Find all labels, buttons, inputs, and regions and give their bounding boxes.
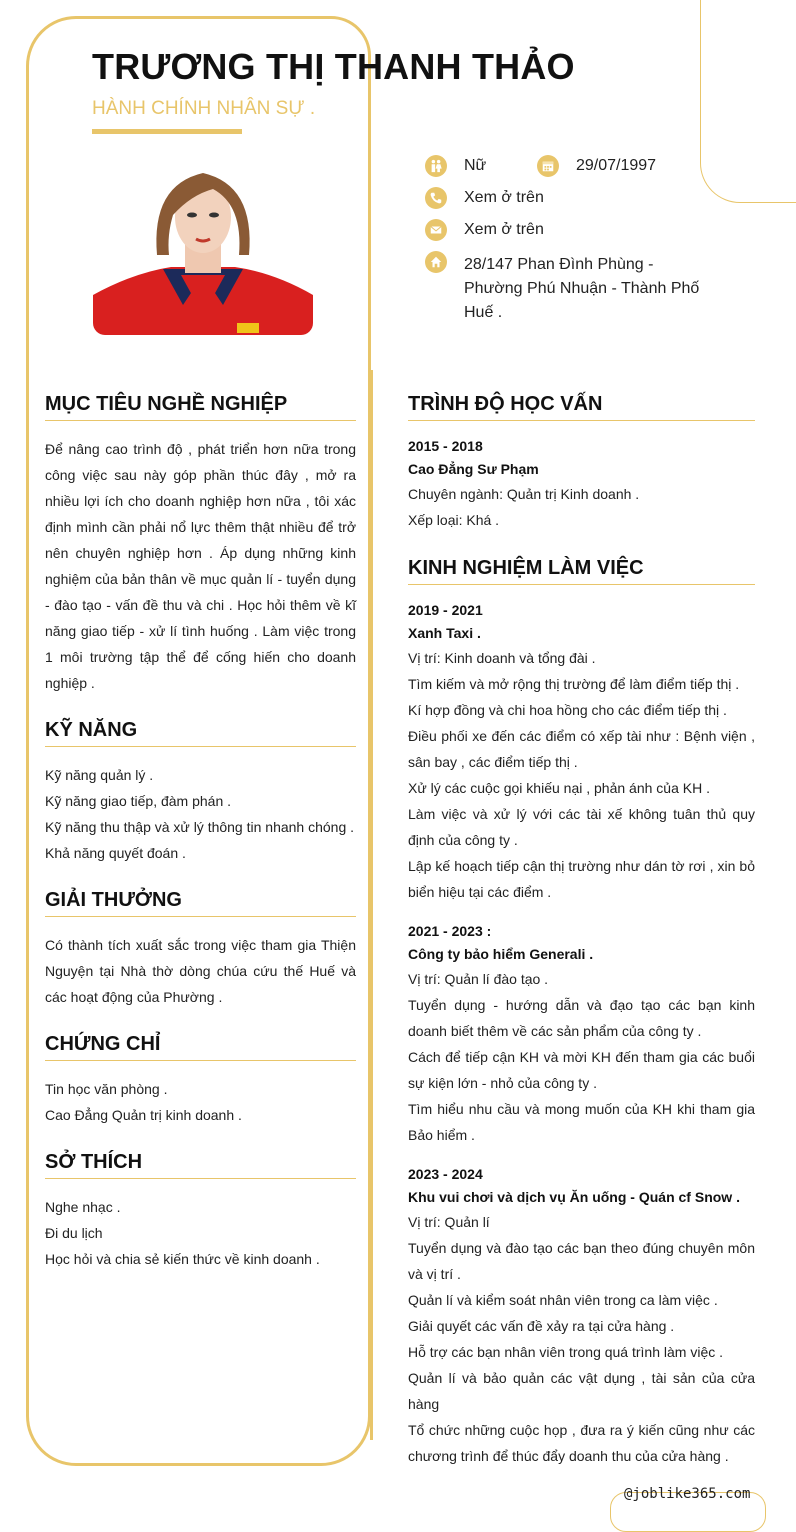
list-item: Kí hợp đồng và chi hoa hồng cho các điểm tiếp thị . xyxy=(408,702,727,718)
phone-value: Xem ở trên xyxy=(464,189,544,206)
section-divider xyxy=(408,584,755,585)
email-icon xyxy=(425,219,447,241)
address xyxy=(464,253,699,325)
job-years: 2019 - 2021 xyxy=(408,602,483,618)
education-title: TRÌNH ĐỘ HỌC VẤN xyxy=(408,393,603,415)
candidate-name: TRƯƠNG THỊ THANH THẢO xyxy=(92,46,575,87)
job-entry xyxy=(408,920,755,1148)
list-item: Làm việc và xử lý với các tài xế không tuân thủ quy định của công ty . xyxy=(408,806,755,848)
list-item: Điều phối xe đến các điểm có xếp tài như : Bệnh viện , sân bay , các điểm tiếp thị . xyxy=(408,728,755,770)
list-item: Tuyển dụng - hướng dẫn và đạo tạo các bạn kinh doanh biết thêm về các sản phẩm của công ty . xyxy=(408,997,755,1039)
list-item: Quản lí và kiểm soát nhân viên trong ca làm việc . xyxy=(408,1292,718,1308)
list-item: Tìm kiếm và mở rộng thị trường để làm điểm tiếp thị . xyxy=(408,676,740,692)
hobbies-title: SỞ THÍCH xyxy=(45,1151,143,1173)
footer-handle: @joblike365.com xyxy=(624,1486,751,1502)
education-school: Cao Đẳng Sư Phạm xyxy=(408,461,539,477)
section-divider xyxy=(408,420,755,421)
awards-text: Có thành tích xuất sắc trong việc tham gia Thiện Nguyện tại Nhà thờ dòng chúa cứu thế Huế và các hoạt động của Phường . xyxy=(45,937,356,1005)
list-item: Đi du lịch xyxy=(45,1225,103,1241)
gender-icon xyxy=(425,155,447,177)
education-years: 2015 - 2018 xyxy=(408,438,483,454)
email-value: Xem ở trên xyxy=(464,221,544,238)
objective-title: MỤC TIÊU NGHỀ NGHIỆP xyxy=(45,393,288,415)
section-divider xyxy=(45,1060,356,1061)
list-item: Lập kế hoạch tiếp cận thị trường như dán tờ rơi , xin bỏ biển hiệu tại các điểm . xyxy=(408,858,755,900)
section-divider xyxy=(45,1178,356,1179)
list-item: Kỹ năng quản lý . xyxy=(45,767,154,783)
job-years: 2023 - 2024 xyxy=(408,1166,483,1182)
list-item: Tin học văn phòng . xyxy=(45,1081,168,1097)
phone-icon xyxy=(425,187,447,209)
skills-title: KỸ NĂNG xyxy=(45,719,138,741)
list-item: Vị trí: Quản lí đào tạo . xyxy=(408,971,549,987)
section-divider xyxy=(45,916,356,917)
certs-list xyxy=(45,1076,356,1128)
hobbies-list xyxy=(45,1194,356,1272)
job-company: Công ty bảo hiểm Generali . xyxy=(408,946,594,962)
list-item: Chuyên ngành: Quản trị Kinh doanh . xyxy=(408,486,640,502)
list-item: Tuyển dụng và đào tạo các bạn theo đúng chuyên môn và vị trí . xyxy=(408,1240,755,1282)
list-item: Cách để tiếp cận KH và mời KH đến tham gia các buổi sự kiện lớn - nhỏ của công ty . xyxy=(408,1049,755,1091)
job-company: Xanh Taxi . xyxy=(408,625,481,641)
home-icon xyxy=(425,251,447,273)
list-item: Vị trí: Quản lí xyxy=(408,1214,490,1230)
birthday-value: 29/07/1997 xyxy=(576,157,657,174)
job-entry xyxy=(408,1163,755,1469)
list-item: Xếp loại: Khá . xyxy=(408,512,500,528)
list-item: Cao Đẳng Quản trị kinh doanh . xyxy=(45,1107,242,1123)
objective-text: Để nâng cao trình độ , phát triển hơn nữa trong công việc sau này góp phần thúc đây , mở ra nhiều lợi ích cho doanh nghiệp hơn nữa , tôi xác định mình cần phải nổ lực thêm thật nhiều để trở nên chuyên nghiệp hơn . Áp dụng những kinh nghiệm của bản thân về mục quản lí - tuyển dụng - đào tạo - vấn đề thu và chi . Học hỏi thêm về kĩ năng giao tiếp - xử lí tình huống . Làm việc trong 1 môi trường tập thể để cống hiến cho doanh nghiệp . xyxy=(45,441,356,691)
list-item: Xử lý các cuộc gọi khiếu nại , phản ánh của KH . xyxy=(408,780,710,796)
list-item: Tổ chức những cuộc họp , đưa ra ý kiến cũng như các chương trình để thúc đẩy doanh thu của cửa hàng . xyxy=(408,1422,755,1464)
list-item: Giải quyết các vấn đề xảy ra tại cửa hàng . xyxy=(408,1318,675,1334)
address-line: Huế . xyxy=(464,304,503,321)
job-years: 2021 - 2023 : xyxy=(408,923,492,939)
list-item: Kỹ năng thu thập và xử lý thông tin nhanh chóng . xyxy=(45,819,355,835)
section-divider xyxy=(45,746,356,747)
job-title: HÀNH CHÍNH NHÂN SỰ . xyxy=(92,98,316,119)
list-item: Khả năng quyết đoán . xyxy=(45,845,186,861)
calendar-icon xyxy=(537,155,559,177)
list-item: Vị trí: Kinh doanh và tổng đài . xyxy=(408,650,596,666)
job-entry xyxy=(408,599,755,905)
certs-title: CHỨNG CHỈ xyxy=(45,1033,161,1055)
education-entry xyxy=(408,435,755,533)
address-line: Phường Phú Nhuận - Thành Phố xyxy=(464,280,700,297)
list-item: Tìm hiểu nhu cầu và mong muốn của KH khi tham gia Bảo hiểm . xyxy=(408,1101,755,1143)
list-item: Học hỏi và chia sẻ kiến thức về kinh doanh . xyxy=(45,1251,320,1267)
awards-title: GIẢI THƯỞNG xyxy=(45,889,182,911)
column-divider xyxy=(370,370,373,1440)
list-item: Quản lí và bảo quản các vật dụng , tài sản của cửa hàng xyxy=(408,1370,755,1412)
list-item: Hỗ trợ các bạn nhân viên trong quá trình làm việc . xyxy=(408,1344,724,1360)
title-underline xyxy=(92,129,242,134)
profile-photo xyxy=(93,155,313,335)
list-item: Kỹ năng giao tiếp, đàm phán . xyxy=(45,793,232,809)
job-company: Khu vui chơi và dịch vụ Ăn uống - Quán cf Snow . xyxy=(408,1189,740,1205)
experience-title: KINH NGHIỆM LÀM VIỆC xyxy=(408,557,644,579)
skills-list xyxy=(45,762,356,866)
section-divider xyxy=(45,420,356,421)
list-item: Nghe nhạc . xyxy=(45,1199,121,1215)
decor-frame xyxy=(700,0,796,203)
gender-value: Nữ xyxy=(464,157,487,174)
address-line: 28/147 Phan Đình Phùng - xyxy=(464,256,654,273)
